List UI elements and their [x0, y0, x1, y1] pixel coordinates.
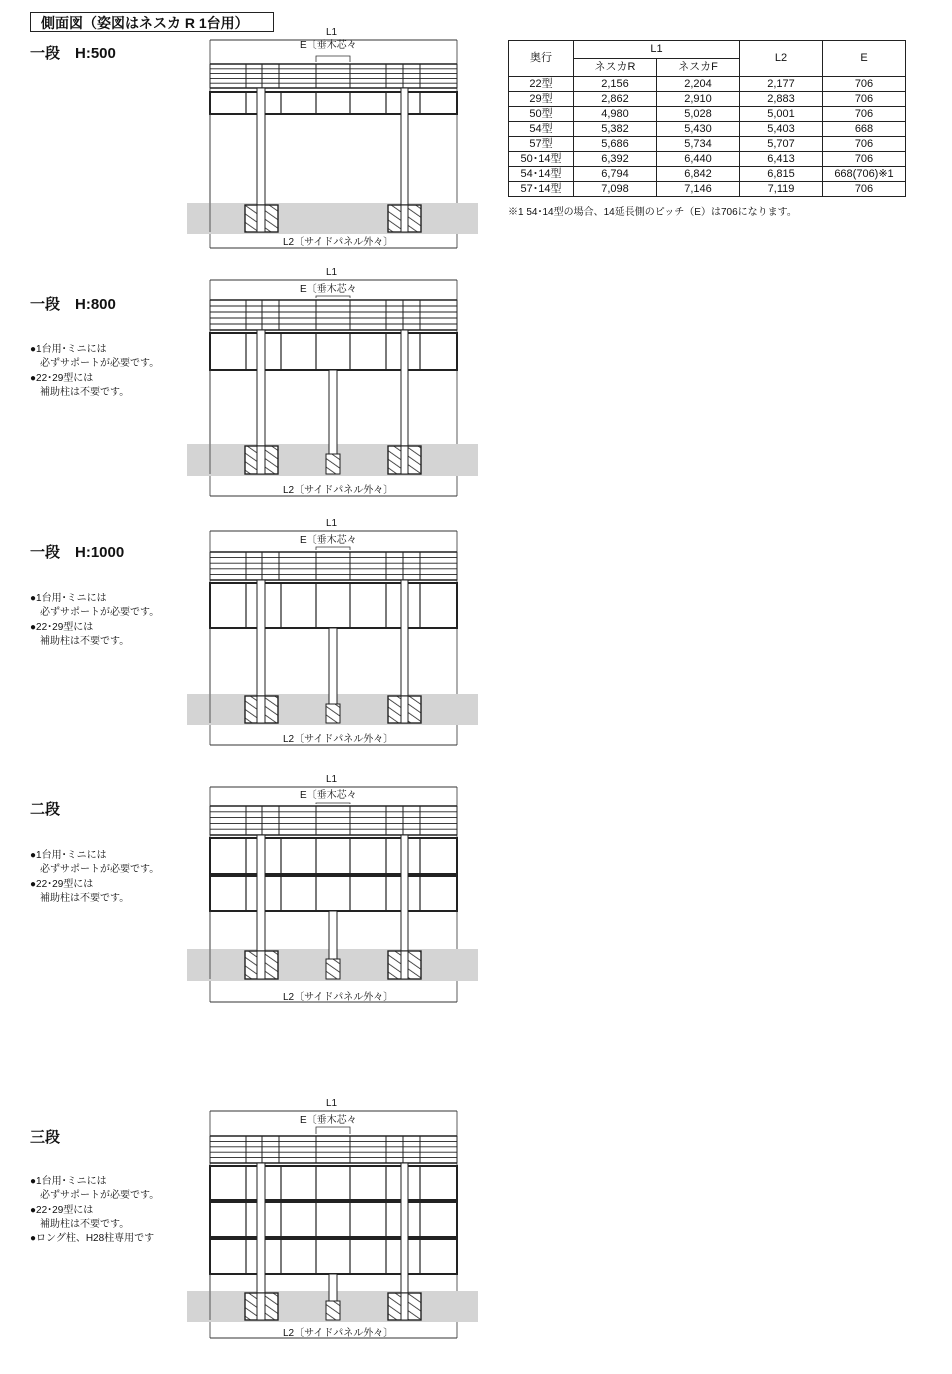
- table-row: [509, 77, 906, 92]
- table-cell: 6,842: [657, 167, 740, 182]
- header-l2: L2: [740, 41, 823, 77]
- row-label: 54型: [509, 122, 574, 137]
- row-label: 50･14型: [509, 152, 574, 167]
- section-heading-nidan: 二段: [30, 801, 61, 818]
- section-notes: ●1台用･ミニには 必ずサポートが必要です。 ●22･29型には 補助柱は不要です。: [30, 592, 160, 648]
- table-cell: 5,382: [574, 122, 657, 137]
- table-row: [509, 167, 906, 182]
- e-label: E〔垂木芯々: [300, 790, 357, 801]
- post-base: [257, 1293, 265, 1320]
- dimension-table: [508, 40, 906, 197]
- l1-label: L1: [326, 1098, 338, 1109]
- row-label: 50型: [509, 107, 574, 122]
- table-cell: 6,794: [574, 167, 657, 182]
- table-cell: 706: [823, 152, 906, 167]
- l1-label: L1: [326, 518, 338, 529]
- table-cell: 706: [823, 77, 906, 92]
- row-label: 54･14型: [509, 167, 574, 182]
- post-base: [401, 1293, 408, 1320]
- table-row: [509, 182, 906, 197]
- table-cell: 7,098: [574, 182, 657, 197]
- table-cell: 2,177: [740, 77, 823, 92]
- table-cell: 5,001: [740, 107, 823, 122]
- table-cell: 6,413: [740, 152, 823, 167]
- table-cell: 5,686: [574, 137, 657, 152]
- l1-label: L1: [326, 27, 338, 38]
- row-label: 29型: [509, 92, 574, 107]
- section-notes: ●1台用･ミニには 必ずサポートが必要です。 ●22･29型には 補助柱は不要です。: [30, 343, 160, 399]
- table-cell: 2,862: [574, 92, 657, 107]
- row-label: 57型: [509, 137, 574, 152]
- table-cell: 7,146: [657, 182, 740, 197]
- e-label: E〔垂木芯々: [300, 535, 357, 546]
- table-cell: 6,440: [657, 152, 740, 167]
- table-cell: 6,392: [574, 152, 657, 167]
- table-row: [509, 137, 906, 152]
- table-cell: 5,403: [740, 122, 823, 137]
- l2-label: L2〔サイドパネル外々〕: [283, 992, 394, 1003]
- l1-label: L1: [326, 267, 338, 278]
- table-cell: 668(706)※1: [823, 167, 906, 182]
- header-nesuka-r: ネスカR: [574, 59, 657, 77]
- section-notes: ●1台用･ミニには 必ずサポートが必要です。 ●22･29型には 補助柱は不要です。 ●ロング柱、H28柱専用です: [30, 1175, 160, 1245]
- table-row: [509, 92, 906, 107]
- table-cell: 2,204: [657, 77, 740, 92]
- table-cell: 5,430: [657, 122, 740, 137]
- table-cell: 5,734: [657, 137, 740, 152]
- section-heading-h500: 一段 H:500: [30, 45, 116, 62]
- row-label: 22型: [509, 77, 574, 92]
- table-row: [509, 152, 906, 167]
- support-post: [329, 1274, 337, 1301]
- post: [257, 1163, 265, 1293]
- table-footnote: ※1 54･14型の場合、14延長側のピッチ（E）は706になります。: [508, 207, 797, 218]
- table-cell: 4,980: [574, 107, 657, 122]
- l2-label: L2〔サイドパネル外々〕: [283, 237, 394, 248]
- table-cell: 2,910: [657, 92, 740, 107]
- l2-label: L2〔サイドパネル外々〕: [283, 734, 394, 745]
- section-heading-h1000: 一段 H:1000: [30, 544, 125, 561]
- section-notes: ●1台用･ミニには 必ずサポートが必要です。 ●22･29型には 補助柱は不要です。: [30, 849, 160, 905]
- row-label: 57･14型: [509, 182, 574, 197]
- section-heading-sandan: 三段: [30, 1129, 61, 1146]
- table-cell: 668: [823, 122, 906, 137]
- e-label: E〔垂木芯々: [300, 40, 357, 51]
- header-depth: 奥行: [509, 41, 574, 77]
- e-label: E〔垂木芯々: [300, 1115, 357, 1126]
- e-dimension-bracket: [316, 1127, 350, 1134]
- table-cell: 7,119: [740, 182, 823, 197]
- table-row: [509, 107, 906, 122]
- post: [401, 1163, 408, 1293]
- header-l1: L1: [574, 41, 740, 59]
- table-cell: 5,028: [657, 107, 740, 122]
- table-cell: 2,156: [574, 77, 657, 92]
- table-cell: 706: [823, 92, 906, 107]
- table-row: [509, 122, 906, 137]
- table-cell: 706: [823, 182, 906, 197]
- section-heading-h800: 一段 H:800: [30, 296, 116, 313]
- support-foundation: [326, 1301, 340, 1320]
- table-cell: 706: [823, 137, 906, 152]
- l2-label: L2〔サイドパネル外々〕: [283, 1328, 394, 1339]
- table-cell: 6,815: [740, 167, 823, 182]
- table-cell: 706: [823, 107, 906, 122]
- table-cell: 2,883: [740, 92, 823, 107]
- table-cell: 5,707: [740, 137, 823, 152]
- page-title: 側面図（姿図はネスカ R 1台用）: [30, 12, 274, 32]
- l2-label: L2〔サイドパネル外々〕: [283, 485, 394, 496]
- l1-label: L1: [326, 774, 338, 785]
- e-label: E〔垂木芯々: [300, 284, 357, 295]
- header-nesuka-f: ネスカF: [657, 59, 740, 77]
- header-e: E: [823, 41, 906, 77]
